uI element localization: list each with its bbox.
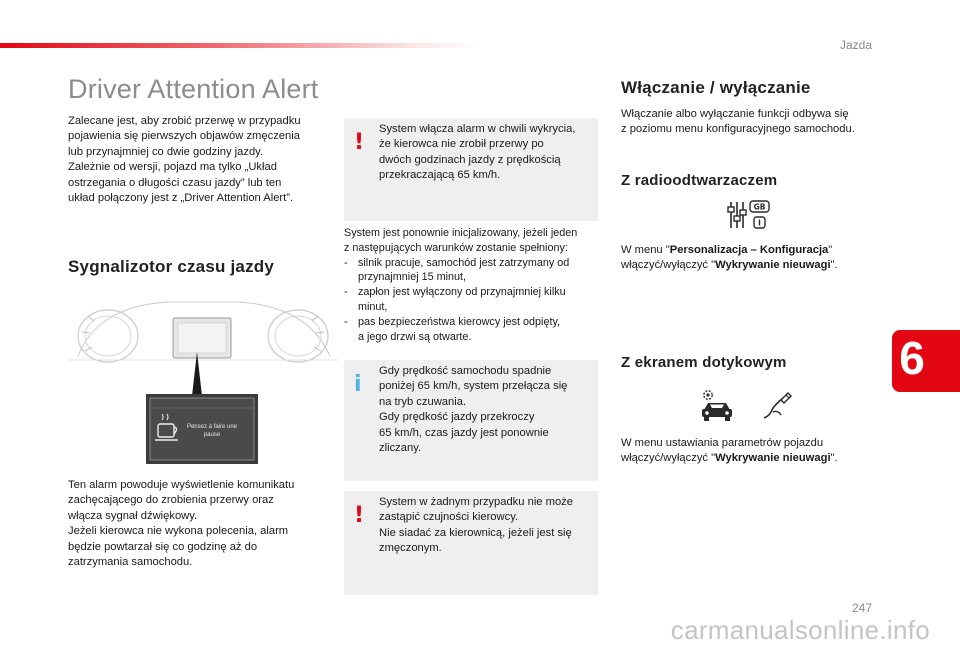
steering-pen-icon [761,388,795,422]
text-line: 65 km/h, czas jazdy jest ponownie [379,426,549,439]
page-number: 247 [851,601,872,615]
text-line: włącza sygnał dźwiękowy. [68,509,198,522]
text-line: pas bezpieczeństwa kierowcy jest odpięty, [358,315,561,328]
text-line: Nie siadać za kierownicą, jeżeli jest się [379,526,572,539]
text-line: zmęczonym. [379,542,442,555]
cluster-illustration [68,296,338,466]
warning-icon: ! [354,503,365,528]
section-label: Jazda [839,38,872,52]
text-line: ostrzegania o długości czasu jazdy” lub ten [68,176,282,189]
timer-paragraph [68,478,338,570]
text-line: poniżej 65 km/h, system przełącza się [379,380,568,393]
text-line: że kierowca nie zrobił przerwy po [379,138,544,151]
text-line: W menu ustawiania parametrów pojazdu [621,437,824,449]
warning-box-text [379,122,591,184]
function-name: Wykrywanie nieuwagi [715,259,831,272]
text-line: z następujących warunków zostanie spełniony: [344,241,568,254]
reinit-list [344,256,600,345]
list-dash: - [344,315,348,328]
reinit-paragraph [344,226,600,344]
text-line: System jest ponownie inicjalizowany, jeżeli jeden [344,227,578,239]
car-settings-icon [700,388,734,422]
text-line: zatrzymania samochodu. [68,556,193,569]
warning-box-text [379,495,591,557]
warning-box-alarm [344,118,598,221]
text-line: zapłon jest wyłączony od przynajmniej kilku [358,286,566,299]
info-box-standby [344,360,598,481]
text-line: układ połączony jest z „Driver Attention Alert”. [68,192,294,205]
function-name: Wykrywanie nieuwagi [715,452,831,465]
watermark-text: carmanualsonline.info [670,615,930,645]
settings-sliders-icon [727,198,771,232]
text-line: Ten alarm powoduje wyświetlenie komunikatu [68,479,295,491]
text-line: będzie powtarzał się co godzinę aż do [68,540,258,553]
text-line: na tryb czuwania. [379,395,467,408]
page-title: Driver Attention Alert [68,74,319,104]
text-line: przynajmniej 15 minut, [358,271,467,284]
on-off-paragraph [621,107,881,138]
text-line: lub przynajmniej co dwie godziny jazdy. [68,145,264,158]
list-dash: - [344,256,348,269]
header-accent-bar [0,43,480,48]
text-line: minut, [358,300,388,313]
text-line: dwóch godzinach jazdy z prędkością [379,153,561,166]
text-line: silnik pracuje, samochód jest zatrzymany od [358,256,570,269]
warning-box-vigilance [344,491,598,595]
list-item [344,256,600,286]
section-heading-timer: Sygnalizotor czasu jazdy [68,257,275,276]
text-line: włączyć/wyłączyć "Wykrywanie nieuwagi". [621,259,838,272]
text-line: a jego drzwi są otwarte. [358,330,472,343]
section-heading-touchscreen: Z ekranem dotykowym [621,354,787,371]
touchscreen-paragraph [621,436,891,467]
display-message-line: Pensez à faire une [186,424,238,430]
warning-icon: ! [354,130,365,155]
text-line: Zalecane jest, aby zrobić przerwę w przypadku [68,115,301,127]
text-line: z poziomu menu konfiguracyjnego samochodu. [621,123,855,136]
text-line: zastąpić czujności kierowcy. [379,511,519,524]
text-line: Gdy prędkość jazdy przekroczy [379,411,535,424]
intro-paragraph [68,114,338,206]
text-line: zachęcającego do zrobienia przerwy oraz [68,494,274,507]
text-line: System włącza alarm w chwili wykrycia, [379,123,576,135]
section-heading-radio: Z radioodtwarzaczem [621,172,778,189]
list-item [344,315,600,345]
text-line: Zależnie od wersji, pojazd ma tylko „Układ [68,161,277,174]
text-line: System w żadnym przypadku nie może [379,496,573,508]
text-line: Włączanie albo wyłączanie funkcji odbywa się [621,108,849,120]
text-line: Jeżeli kierowca nie wykona polecenia, alarm [68,525,289,538]
text-line: włączyć/wyłączyć "Wykrywanie nieuwagi". [621,452,838,465]
menu-name: Personalizacja – Konfiguracja [669,244,829,256]
language-badge-text: GB [753,202,766,212]
text-line: przekraczającą 65 km/h. [379,169,501,182]
text-line: W menu "Personalizacja – Konfiguracja" [621,244,833,256]
cluster-drawing [68,296,338,466]
radio-paragraph [621,243,891,274]
display-message-line: pause [203,432,221,438]
list-item [344,285,600,315]
text-line: zliczany. [379,442,422,455]
text-line: Gdy prędkość samochodu spadnie [379,365,552,377]
info-box-text [379,364,591,456]
list-dash: - [344,286,348,299]
text-line: pojawienia się pierwszych objawów zmęczenia [68,130,300,143]
info-icon: i [354,372,362,397]
language-badge-text: I [758,218,761,228]
chapter-number: 6 [899,332,925,384]
section-heading-on-off: Włączanie / wyłączanie [621,78,811,97]
